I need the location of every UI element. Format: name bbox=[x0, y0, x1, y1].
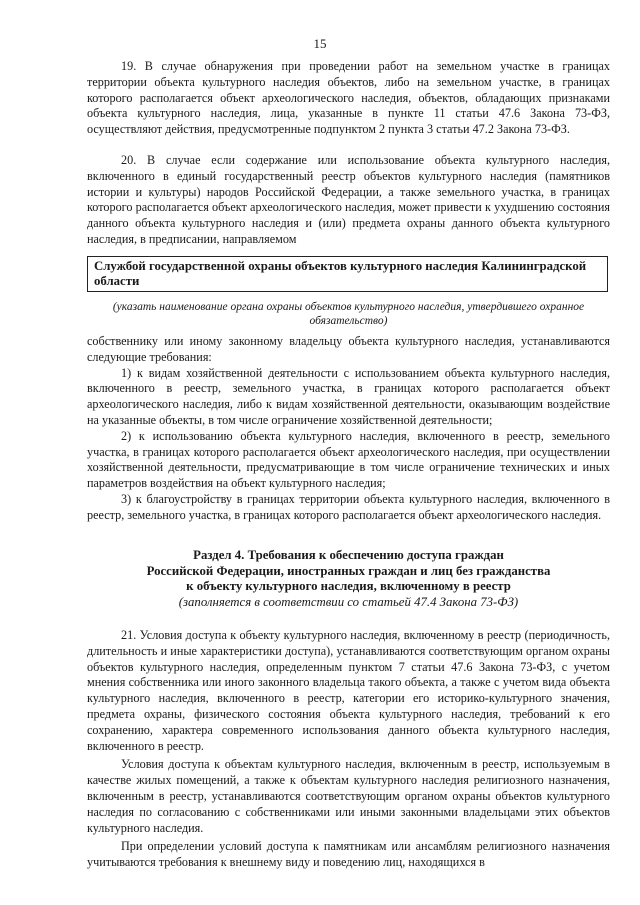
section-subtitle: (заполняется в соответствии со статьей 47.4 Закона 73-ФЗ) bbox=[178, 594, 519, 609]
page-number: 15 bbox=[313, 36, 327, 51]
paragraph-20-block bbox=[87, 153, 610, 248]
paragraph-20: 20. В случае если содержание или использование объекта культурного наследия, включенного в единый государственный реестр объектов культурного наследия (памятников истории и культуры) народов Российской Федерации, а также земельного участка, в границах которого располагается объект археологического наследия, может привести к ухудшению состояния данного объекта культурного наследия и (или) предмета охраны данного объекта культурного наследия, в предписании, направляемом bbox=[87, 153, 610, 246]
paragraph-religious: При определении условий доступа к памятникам или ансамблям религиозного назначения учитываются требования к внешнему виду и поведению лиц, находящихся в bbox=[87, 839, 610, 870]
section-title-line-2: Российской Федерации, иностранных граждан и лиц без гражданства bbox=[146, 563, 551, 578]
section-4-body bbox=[87, 628, 610, 871]
requirement-1: 1) к видам хозяйственной деятельности с использованием объекта культурного наследия, включенного в реестр, земельного участка, в границах которого располагается объект археологического наследия, либо к видам хозяйственной деятельности, оказывающим воздействие на указанные объекты, в том числе ограничение хозяйственной деятельности; bbox=[87, 365, 610, 427]
authority-caption: (указать наименование органа охраны объектов культурного наследия, утвердившего охранное обязательство) bbox=[112, 301, 585, 327]
paragraph-21: 21. Условия доступа к объекту культурного наследия, включенному в реестр (периодичность, длительность и иные характеристики доступа), устанавливаются соответствующим органом охраны объектов культурного наследия, определенным пунктом 7 статьи 47.6 Закона 73-ФЗ, с учетом мнения собственника или иного законного владельца такого объекта, а также с учетом вида объекта культурного наследия, включенного в реестр, категории его историко-культурного значения, предмета охраны, физического состояния объекта культурного наследия, требований к его сохранению, характера современного использования данного объекта культурного наследия, включенного в реестр. bbox=[87, 628, 610, 753]
requirements-block bbox=[87, 334, 610, 524]
paragraph-dwelling: Условия доступа к объектам культурного наследия, включенным в реестр, используемым в качестве жилых помещений, а также к объектам культурного наследия религиозного назначения, включенным в реестр, устанавливаются соответствующим органом охраны объектов культурного наследия по согласованию с собственниками или иными законными владельцами этих объектов культурного наследия. bbox=[87, 757, 610, 835]
paragraph-19: 19. В случае обнаружения при проведении работ на земельном участке в границах территории объекта культурного наследия объектов, либо на земельном участке, в границах которого располагается объект археологического наследия, объектов, обладающих признаками объекта культурного наследия, лица, указанные в пункте 11 статьи 47.6 Закона 73-ФЗ, осуществляют действия, предусмотренные подпунктом 2 пункта 3 статьи 47.2 Закона 73-ФЗ. bbox=[87, 59, 610, 137]
authority-box: Службой государственной охраны объектов культурного наследия Калининградской области bbox=[87, 256, 608, 292]
section-title-line-1: Раздел 4. Требования к обеспечению доступа граждан bbox=[193, 548, 504, 562]
paragraph-owner: собственнику или иному законному владельцу объекта культурного наследия, устанавливаются следующие требования: bbox=[87, 334, 610, 364]
section-4-heading bbox=[87, 548, 610, 610]
paragraph-19-block bbox=[87, 59, 610, 138]
section-title-line-3: к объекту культурного наследия, включенному в реестр bbox=[186, 579, 511, 594]
requirement-2: 2) к использованию объекта культурного наследия, включенного в реестр, земельного участка, в границах которого располагается объект археологического наследия, при осуществлении хозяйственной деятельности, предусматривающие в том числе ограничение технических и иных параметров воздействия на объект культурного наследия; bbox=[87, 428, 610, 491]
requirement-3: 3) к благоустройству в границах территории объекта культурного наследия, включенного в реестр, земельного участка, в границах которого располагается объект археологического наследия. bbox=[87, 491, 610, 522]
